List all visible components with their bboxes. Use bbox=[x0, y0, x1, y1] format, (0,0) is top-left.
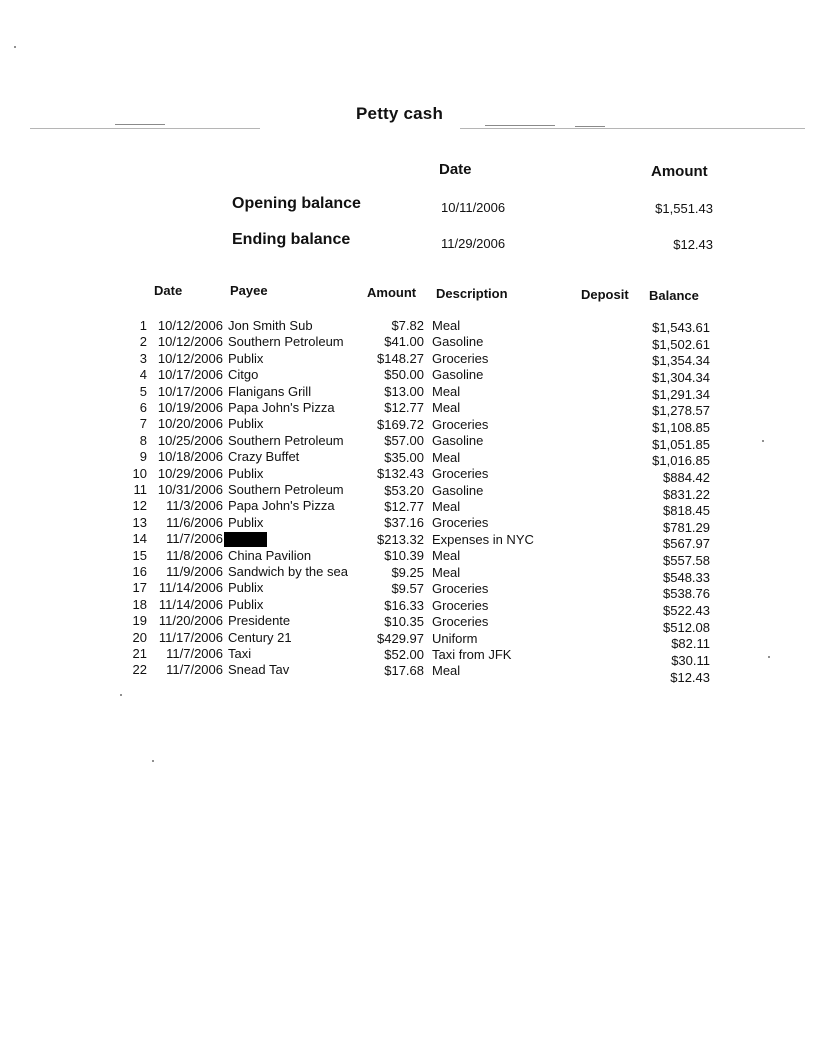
row-amount: $148.27 bbox=[377, 350, 424, 366]
row-balance: $538.76 bbox=[663, 586, 710, 602]
row-payee: Jon Smith Sub bbox=[228, 318, 313, 333]
row-number: 2 bbox=[139, 334, 147, 350]
row-description: Meal bbox=[432, 383, 461, 399]
row-balance: $30.11 bbox=[671, 653, 710, 668]
row-amount: $13.00 bbox=[384, 383, 424, 399]
row-description: Groceries bbox=[432, 614, 489, 630]
summary-date-header: Date bbox=[439, 161, 472, 178]
scan-speck bbox=[120, 694, 122, 696]
row-description: Meal bbox=[432, 663, 461, 679]
row-amount: $52.00 bbox=[384, 647, 424, 662]
row-description: Meal bbox=[432, 400, 461, 416]
opening-balance-amount: $1,551.43 bbox=[655, 201, 713, 216]
row-date: 10/17/2006 bbox=[157, 367, 223, 383]
opening-balance-date: 10/11/2006 bbox=[441, 200, 506, 215]
scan-speck bbox=[768, 656, 770, 658]
row-amount: $37.16 bbox=[384, 515, 424, 531]
row-payee: Publix bbox=[228, 514, 264, 530]
row-date: 11/17/2006 bbox=[158, 629, 223, 645]
row-balance: $1,291.34 bbox=[652, 386, 710, 402]
row-date: 10/20/2006 bbox=[157, 416, 223, 432]
row-amount: $10.39 bbox=[384, 548, 424, 564]
row-payee: Southern Petroleum bbox=[228, 482, 344, 497]
row-balance: $567.97 bbox=[663, 536, 710, 552]
row-description: Meal bbox=[432, 564, 461, 580]
row-number: 15 bbox=[132, 547, 147, 563]
row-payee: Snead Tav bbox=[228, 662, 290, 678]
row-payee: Southern Petroleum bbox=[228, 334, 344, 350]
row-date: 11/14/2006 bbox=[158, 596, 223, 612]
row-description: Groceries bbox=[432, 416, 489, 432]
scan-rule-left-dark bbox=[115, 124, 165, 125]
row-date: 11/7/2006 bbox=[166, 662, 223, 678]
ending-balance-date: 11/29/2006 bbox=[441, 236, 506, 251]
row-date: 11/14/2006 bbox=[158, 580, 223, 596]
row-number: 21 bbox=[132, 646, 147, 661]
row-balance: $1,051.85 bbox=[652, 436, 710, 452]
row-date: 10/25/2006 bbox=[157, 432, 223, 448]
row-amount: $41.00 bbox=[384, 334, 424, 350]
row-number: 16 bbox=[132, 564, 147, 579]
row-date: 11/9/2006 bbox=[166, 564, 223, 579]
row-date: 10/18/2006 bbox=[157, 449, 223, 465]
row-number: 20 bbox=[132, 629, 147, 645]
ending-balance-amount: $12.43 bbox=[673, 237, 713, 252]
row-amount: $10.35 bbox=[384, 614, 424, 630]
row-balance: $831.22 bbox=[663, 486, 710, 502]
row-date: 10/12/2006 bbox=[157, 318, 223, 333]
row-number: 13 bbox=[132, 514, 147, 530]
row-amount: $16.33 bbox=[384, 597, 424, 613]
row-date: 10/12/2006 bbox=[157, 334, 223, 350]
row-description: Groceries bbox=[432, 597, 489, 613]
row-number: 12 bbox=[132, 498, 147, 514]
row-balance: $512.08 bbox=[663, 619, 710, 635]
row-number: 19 bbox=[132, 613, 147, 629]
row-payee: Taxi bbox=[228, 646, 252, 661]
row-number: 3 bbox=[139, 350, 147, 366]
row-amount: $57.00 bbox=[384, 433, 424, 449]
row-number: 8 bbox=[139, 432, 147, 448]
redacted-payee bbox=[224, 532, 267, 547]
scan-speck bbox=[152, 760, 154, 762]
ending-balance-label: Ending balance bbox=[232, 231, 351, 248]
row-payee: Citgo bbox=[228, 367, 259, 383]
row-amount: $429.97 bbox=[377, 630, 424, 646]
row-number: 11 bbox=[133, 482, 147, 497]
row-amount: $169.72 bbox=[377, 416, 424, 432]
row-amount: $9.25 bbox=[391, 564, 424, 580]
row-payee: China Pavilion bbox=[228, 547, 312, 563]
scan-speck bbox=[14, 46, 16, 48]
row-description: Gasoline bbox=[432, 433, 484, 449]
row-amount: $12.77 bbox=[384, 498, 424, 514]
row-amount: $35.00 bbox=[384, 449, 424, 465]
opening-balance-label: Opening balance bbox=[232, 195, 361, 212]
row-amount: $53.20 bbox=[384, 482, 424, 498]
ledger-header-amount: Amount bbox=[367, 285, 417, 300]
row-balance: $522.43 bbox=[663, 603, 710, 619]
row-number: 22 bbox=[132, 662, 147, 678]
row-date: 10/17/2006 bbox=[157, 383, 223, 399]
row-balance: $557.58 bbox=[663, 553, 710, 569]
row-description: Gasoline bbox=[432, 334, 484, 350]
row-description: Taxi from JFK bbox=[432, 647, 512, 662]
ledger-header-date: Date bbox=[154, 283, 183, 298]
row-balance: $1,502.61 bbox=[652, 336, 710, 352]
row-description: Meal bbox=[432, 498, 461, 514]
row-date: 10/19/2006 bbox=[157, 400, 223, 415]
row-balance: $884.42 bbox=[663, 469, 710, 485]
row-number: 1 bbox=[139, 318, 147, 333]
row-balance: $818.45 bbox=[663, 503, 710, 519]
row-payee: Century 21 bbox=[228, 629, 292, 645]
scan-speck bbox=[762, 440, 764, 442]
scan-rule-right-dark bbox=[485, 125, 555, 126]
row-amount: $50.00 bbox=[384, 367, 424, 383]
row-number: 17 bbox=[132, 580, 147, 596]
row-payee: Publix bbox=[228, 596, 264, 612]
row-date: 10/12/2006 bbox=[157, 350, 223, 366]
summary-amount-header: Amount bbox=[651, 163, 708, 180]
row-amount: $12.77 bbox=[384, 400, 424, 416]
row-date: 11/20/2006 bbox=[158, 613, 223, 629]
row-description: Groceries bbox=[432, 515, 489, 531]
scan-rule-left bbox=[30, 128, 260, 129]
row-number: 9 bbox=[139, 449, 147, 465]
row-date: 10/29/2006 bbox=[157, 465, 223, 481]
row-balance: $1,543.61 bbox=[652, 320, 710, 335]
row-balance: $1,278.57 bbox=[652, 403, 710, 419]
row-payee: Publix bbox=[228, 465, 264, 481]
row-amount: $9.57 bbox=[391, 581, 424, 597]
row-date: 10/31/2006 bbox=[157, 482, 223, 497]
row-balance: $1,016.85 bbox=[652, 453, 710, 469]
row-payee: Publix bbox=[228, 416, 264, 432]
row-number: 7 bbox=[139, 416, 147, 432]
row-payee: Sandwich by the sea bbox=[228, 564, 348, 579]
row-amount: $7.82 bbox=[391, 318, 424, 333]
ledger-header-payee: Payee bbox=[230, 283, 268, 298]
row-number: 5 bbox=[139, 383, 147, 399]
row-balance: $548.33 bbox=[663, 569, 710, 585]
row-description: Meal bbox=[432, 548, 461, 564]
ledger-header-deposit: Deposit bbox=[581, 287, 629, 302]
row-number: 10 bbox=[132, 465, 147, 481]
row-balance: $12.43 bbox=[670, 669, 710, 685]
row-number: 14 bbox=[132, 531, 147, 547]
row-payee: Publix bbox=[228, 350, 264, 366]
row-amount: $213.32 bbox=[377, 531, 424, 547]
row-description: Gasoline bbox=[432, 482, 484, 498]
row-amount: $132.43 bbox=[377, 466, 424, 482]
row-balance: $1,304.34 bbox=[652, 369, 710, 385]
row-payee: Papa John's Pizza bbox=[228, 400, 335, 415]
row-date: 11/6/2006 bbox=[166, 514, 223, 530]
row-amount: $17.68 bbox=[384, 663, 424, 679]
row-balance: $781.29 bbox=[663, 519, 710, 535]
row-date: 11/8/2006 bbox=[166, 547, 223, 563]
ledger-header-balance: Balance bbox=[649, 288, 699, 303]
row-description: Gasoline bbox=[432, 367, 484, 383]
row-date: 11/7/2006 bbox=[166, 531, 223, 547]
row-payee: Flanigans Grill bbox=[228, 383, 312, 399]
row-balance: $1,354.34 bbox=[652, 353, 710, 369]
row-balance: $82.11 bbox=[671, 636, 710, 652]
row-description: Meal bbox=[432, 449, 461, 465]
row-number: 6 bbox=[139, 400, 147, 415]
scan-rule-right-2 bbox=[575, 126, 605, 127]
row-date: 11/3/2006 bbox=[166, 498, 223, 514]
row-payee: Presidente bbox=[228, 613, 291, 629]
page-title: Petty cash bbox=[356, 104, 444, 123]
row-payee: Crazy Buffet bbox=[228, 449, 300, 465]
row-description: Groceries bbox=[432, 581, 489, 597]
row-payee: Publix bbox=[228, 580, 264, 596]
row-payee: Southern Petroleum bbox=[228, 432, 344, 448]
row-balance: $1,108.85 bbox=[652, 419, 710, 435]
row-description: Groceries bbox=[432, 466, 489, 482]
row-description: Meal bbox=[432, 318, 461, 333]
row-payee: Papa John's Pizza bbox=[228, 498, 335, 514]
row-date: 11/7/2006 bbox=[166, 646, 223, 661]
row-description: Expenses in NYC bbox=[432, 531, 534, 547]
ledger-header-description: Description bbox=[436, 286, 508, 301]
scan-rule-right bbox=[460, 128, 805, 129]
row-number: 18 bbox=[132, 596, 147, 612]
row-description: Groceries bbox=[432, 350, 489, 366]
row-description: Uniform bbox=[432, 630, 478, 646]
row-number: 4 bbox=[139, 367, 147, 383]
